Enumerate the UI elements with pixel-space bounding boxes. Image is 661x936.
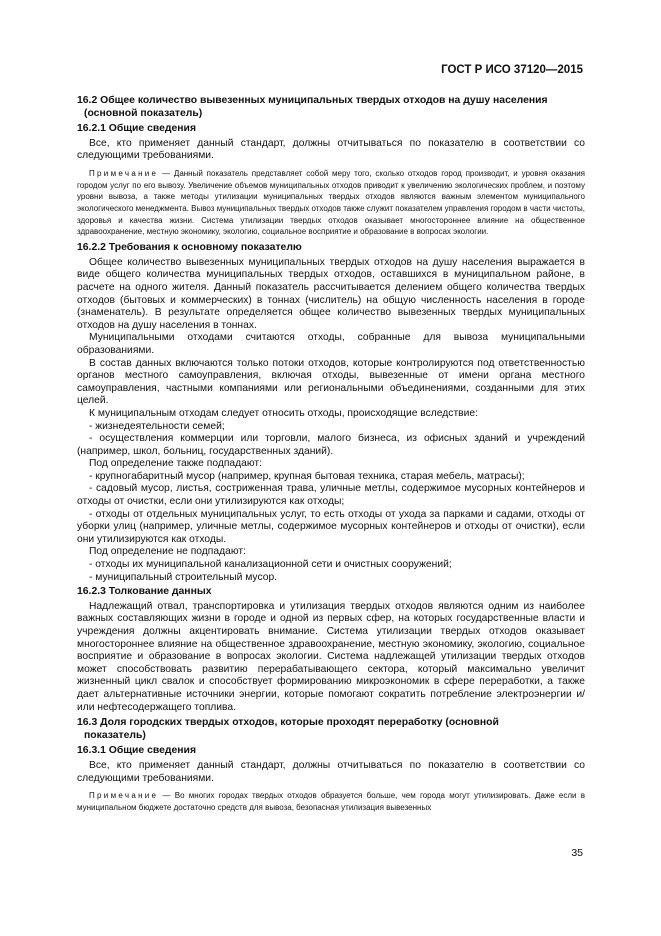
section-16-2-2-paragraph-3: В состав данных включаются только потоки отходов, которые контролируются под ответственностью органов местного самоуправления, включая отходы, вывезенные от имени органа местного самоуправления, частными компаниями или региональными объединениями, созданными для этих целей. [77,357,585,407]
list-item: - крупногабаритный мусор (например, крупная бытовая техника, старая мебель, матрасы); [89,470,525,482]
page-number: 35 [571,847,583,859]
document-header: ГОСТ Р ИСО 37120—2015 [441,64,583,76]
section-16-3-title [77,717,585,742]
note-text: — Во многих городах твердых отходов образуется больше, чем города могут утилизировать. Даже если в муниципальном бюджете достаточно средств для вывоза, безопасная утилизация вывезенных [77,791,585,812]
list-item: - жизнедеятельности семей; [89,420,225,432]
note-text: — Данный показатель представляет собой меру того, сколько отходов город производит, и уровня оказания городом услуг по его вывозу. Увеличение объемов муниципальных отходов приводит к увеличению экологических проблем, и поэтому уровни вывоза, а также методы утилизации муниципальных твердых отходов являются важным элементом муниципального экологического менеджмента. Вывоз муниципальных твердых отходов также служит показателем управления городом в части чистоты, здоровья и качества жизни. Система утилизации твердых отходов оказывает многостороннее влияние на общественное здравоохранение, местную экономику, экологию, социальное восприятие и образование в вопросах экологии. [77,168,585,237]
section-16-3-1-note [77,790,585,813]
list-item: - садовый мусор, листья, состриженная трава, уличные метлы, содержимое мусорных контейнеров и отходы от очистки, если они утилизируются как отходы; [77,483,585,508]
section-16-2-1-title: 16.2.1 Общие сведения [77,123,197,135]
section-16-2-3-paragraph: Надлежащий отвал, транспортировка и утилизация твердых отходов являются одним из наиболее важных составляющих жизни в городе и одной из первых сфер, на которых государственные власти и учреждения должны акцентировать внимание. Система утилизации твердых отходов оказывает многостороннее влияние на общественное здравоохранение, местную экономику, экологию, социальное восприятие и образование в вопросах экологии. Система надлежащей утилизации твердых отходов может способствовать развитию перерабатывающего сектора, который максимально увеличит жизненный цикл свалок и способствует формированию микроэкономик в сфере переработки, а также дает альтернативные источники энергии, которые помогают сократить потребление электроэнергии и/или нефтесодержащего топлива. [77,600,585,713]
list-item: - муниципальный строительный мусор. [89,571,278,583]
section-16-2-1-note [77,168,585,238]
list-item: - отходы их муниципальной канализационной сети и очистных сооружений; [89,559,452,571]
section-16-2-title [77,95,585,120]
section-16-2-title-line1: 16.2 Общее количество вывезенных муниципальных твердых отходов на душу населения [77,95,548,106]
note-label: Примечание [89,168,159,178]
document-body [77,95,585,816]
section-16-3-1-title: 16.3.1 Общие сведения [77,745,197,757]
section-16-2-1-paragraph: Все, кто применяет данный стандарт, должны отчитываться по показателю в соответствии со следующими требованиями. [77,137,585,162]
section-16-3-title-line1: 16.3 Доля городских твердых отходов, которые проходят переработку (основной [77,717,499,729]
list-item: - отходы от отдельных муниципальных услуг, то есть отходы от ухода за парками и садами, отходы от уборки улиц (например, уличные метлы, содержимое мусорных контейнеров и отходы от очистки), если они утилизируются как отходы. [77,508,585,545]
section-16-2-2-paragraph-2: Муниципальными отходами считаются отходы, собранные для вывоза муниципальными образованиями. [77,332,585,356]
section-16-2-2-paragraph-1: Общее количество вывезенных муниципальных твердых отходов на душу населения выражается в виде общего количества муниципальных твердых отходов, оставшихся в муниципальном районе, в расчете на одного жителя. Данный показатель рассчитывается делением общего количества твердых отходов (бытовых и коммерческих) в тоннах (числитель) на общую численность населения в городе (знаменатель). В результате определяется общее количество вывезенных твердых муниципальных отходов на душу населения в тоннах. [77,256,585,331]
section-16-2-2-paragraph-4: К муниципальным отходам следует относить отходы, происходящие вследствие: [89,407,478,419]
section-16-2-3-title: 16.2.3 Толкование данных [77,586,212,598]
list-item: - осуществления коммерции или торговли, малого бизнеса, из офисных зданий и учреждений (например, школ, больниц, государственных зданий). [77,433,585,457]
section-16-3-title-line2: показатель) [84,729,146,741]
note-label: Примечание [89,791,159,801]
section-16-2-2-paragraph-5: Под определение также подпадают: [89,458,262,470]
section-16-2-2-title: 16.2.2 Требования к основному показателю [77,242,302,254]
section-16-2-2-paragraph-6: Под определение не подпадают: [89,546,246,558]
section-16-3-1-paragraph: Все, кто применяет данный стандарт, должны отчитываться по показателю в соответствии со следующими требованиями. [77,759,585,784]
section-16-2-title-line2: (основной показатель) [84,107,203,119]
